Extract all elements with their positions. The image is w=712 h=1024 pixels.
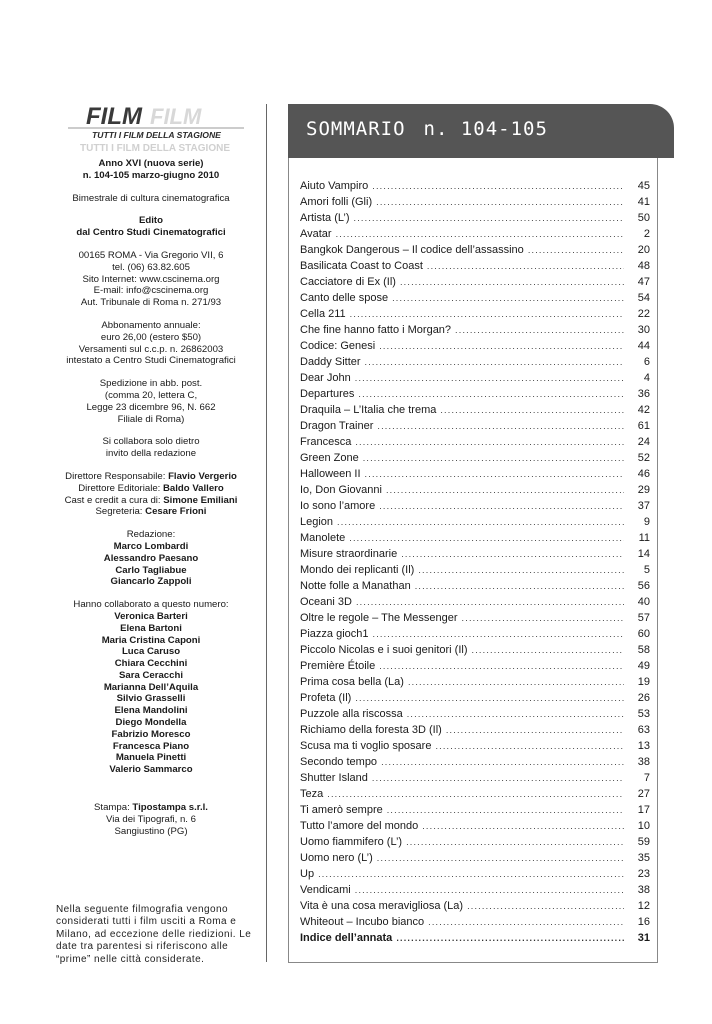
entry-page: 45 <box>637 180 650 192</box>
index-entry <box>300 836 650 852</box>
entry-title: Vendicami <box>300 884 351 896</box>
dot-leader <box>377 421 624 431</box>
entry-title: Up <box>300 868 315 880</box>
index-entry <box>300 244 650 260</box>
dot-leader <box>350 309 624 319</box>
dot-leader <box>472 645 624 655</box>
cast-editor-name: Simone Emiliani <box>163 494 238 506</box>
collaborators-block: Hanno collaborato a questo numero: Veronica Barteri Elena Bartoni Maria Cristina Caponi Luca Caruso Chiara Cecchini Sara Ceracchi Marianna Dell’Aquila Silvio Grasselli Elena Mandolini Diego Mondella Fabrizio Moresco Francesca Piano Manuela Pinetti Valerio Sammarco <box>52 599 250 776</box>
entry-title: Amori folli (Gli) <box>300 196 373 208</box>
entry-page: 46 <box>637 468 650 480</box>
dot-leader <box>408 677 624 687</box>
dot-leader <box>379 501 624 511</box>
index-entry <box>300 324 650 340</box>
dot-leader <box>336 229 624 239</box>
issue-info <box>52 158 250 182</box>
entry-page: 30 <box>637 324 650 336</box>
director-name: Flavio Vergerio <box>168 470 237 482</box>
redazione-block: Redazione: Marco Lombardi Alessandro Paesano Carlo Tagliabue Giancarlo Zappoli <box>52 529 250 588</box>
index-entry <box>300 468 650 484</box>
dot-leader <box>407 709 624 719</box>
entry-title: Manolete <box>300 532 346 544</box>
dot-leader <box>358 389 624 399</box>
entry-page: 27 <box>637 788 650 800</box>
entry-page: 6 <box>643 356 650 368</box>
entry-title: Canto delle spose <box>300 292 389 304</box>
entry-page: 40 <box>637 596 650 608</box>
entry-title: Piccolo Nicolas e i suoi genitori (Il) <box>300 644 468 656</box>
staff-block: Direttore Responsabile: Flavio Vergerio Direttore Editoriale: Baldo Vallero Cast e credit a cura di: Simone Emiliani Segreteria: Cesare Frioni <box>64 470 238 518</box>
index-entry <box>300 564 650 580</box>
entry-page: 22 <box>637 308 650 320</box>
dot-leader <box>363 453 624 463</box>
entry-title: Première Étoile <box>300 660 376 672</box>
publisher: Edito dal Centro Studi Cinematografici <box>76 215 226 239</box>
dot-leader <box>365 469 624 479</box>
entry-page: 4 <box>643 372 650 384</box>
entry-page: 42 <box>637 404 650 416</box>
entry-title: Artista (L’) <box>300 212 350 224</box>
entry-title: Shutter Island <box>300 772 368 784</box>
collaborators-list <box>52 611 250 776</box>
index-entry <box>300 644 650 660</box>
dot-leader <box>528 245 624 255</box>
entry-title: Basilicata Coast to Coast <box>300 260 423 272</box>
dot-leader <box>327 789 624 799</box>
dot-leader <box>376 197 624 207</box>
dot-leader <box>440 405 624 415</box>
entry-page: 29 <box>637 484 650 496</box>
logo-tagline-echo: TUTTI I FILM DELLA STAGIONE <box>80 143 230 154</box>
entry-page: 47 <box>637 276 650 288</box>
entry-page: 9 <box>643 516 650 528</box>
index-entry <box>300 420 650 436</box>
subscription-block: Abbonamento annuale: euro 26,00 (estero $50) Versamenti sul c.c.p. n. 26862003 intestato a Centro Studi Cinematografici <box>66 319 236 367</box>
entry-title: Bangkok Dangerous – Il codice dell’assassino <box>300 244 524 256</box>
dot-leader <box>428 917 624 927</box>
entry-title: Prima cosa bella (La) <box>300 676 404 688</box>
entry-title: Oceani 3D <box>300 596 352 608</box>
index-entry <box>300 820 650 836</box>
entry-page: 53 <box>637 708 650 720</box>
entry-page: 58 <box>637 644 650 656</box>
printer-block: Stampa: Tipostampa s.r.l. Via dei Tipografi, n. 6 Sangiustino (PG) <box>94 802 208 837</box>
entry-title: Aiuto Vampiro <box>300 180 369 192</box>
collaborator-name: Elena Bartoni <box>120 622 182 634</box>
masthead <box>52 158 250 848</box>
issue-number: n. 104-105 <box>423 118 548 140</box>
dot-leader <box>386 485 624 495</box>
dot-leader <box>446 725 624 735</box>
sommario-title <box>306 118 548 140</box>
entry-page: 17 <box>637 804 650 816</box>
redazione-list <box>52 541 250 588</box>
film-logo <box>58 100 258 156</box>
dot-leader <box>427 261 624 271</box>
invite-block: Si collabora solo dietro invito della redazione <box>102 436 200 460</box>
entry-title: Scusa ma ti voglio sposare <box>300 740 432 752</box>
collaborator-name: Diego Mondella <box>115 717 187 729</box>
entry-title: Dragon Trainer <box>300 420 374 432</box>
entry-page: 54 <box>637 292 650 304</box>
index-entry <box>300 740 650 756</box>
collaborator-name: Elena Mandolini <box>114 705 188 717</box>
entry-title: Halloween II <box>300 468 361 480</box>
entry-title: Avatar <box>300 228 332 240</box>
index-entry <box>300 900 650 916</box>
index-entry <box>300 612 650 628</box>
dot-leader <box>462 613 624 623</box>
entry-title: Secondo tempo <box>300 756 378 768</box>
redazione-member: Alessandro Paesano <box>103 552 199 564</box>
index-entry <box>300 196 650 212</box>
collaborator-name: Chiara Cecchini <box>114 658 188 670</box>
entry-page: 59 <box>637 836 650 848</box>
index-entry <box>300 932 650 948</box>
entry-title: Ti amerò sempre <box>300 804 383 816</box>
entry-title: Dear John <box>300 372 351 384</box>
entry-title: Daddy Sitter <box>300 356 361 368</box>
entry-title: Green Zone <box>300 452 359 464</box>
index-entry <box>300 548 650 564</box>
dot-leader <box>415 581 624 591</box>
entry-page: 10 <box>637 820 650 832</box>
entry-page: 57 <box>637 612 650 624</box>
dot-leader <box>379 661 624 671</box>
index-entry <box>300 404 650 420</box>
entry-page: 2 <box>643 228 650 240</box>
index-entry <box>300 228 650 244</box>
entry-title: Oltre le regole – The Messenger <box>300 612 458 624</box>
entry-title: Richiamo della foresta 3D (Il) <box>300 724 442 736</box>
entry-page: 49 <box>637 660 650 672</box>
collaborator-name: Manuela Pinetti <box>115 752 187 764</box>
index-entry <box>300 804 650 820</box>
entry-title: Legion <box>300 516 334 528</box>
dot-leader <box>356 597 624 607</box>
periodicity: Bimestrale di cultura cinematografica <box>72 192 230 204</box>
index-entry <box>300 660 650 676</box>
dot-leader <box>318 869 624 879</box>
redazione-member: Giancarlo Zappoli <box>110 576 192 588</box>
collaborator-name: Fabrizio Moresco <box>111 728 191 740</box>
dot-leader <box>435 741 624 751</box>
index-entry <box>300 868 650 884</box>
dot-leader <box>355 373 624 383</box>
logo-echo: FILM <box>150 104 202 129</box>
entry-page: 37 <box>637 500 650 512</box>
index-entry <box>300 212 650 228</box>
column-divider <box>266 104 267 962</box>
entry-page: 56 <box>637 580 650 592</box>
dot-leader <box>418 565 624 575</box>
logo-tagline: TUTTI I FILM DELLA STAGIONE <box>92 130 221 140</box>
dot-leader <box>401 549 624 559</box>
index-entry <box>300 388 650 404</box>
collaborator-name: Francesca Piano <box>112 740 190 752</box>
entry-page: 41 <box>637 196 650 208</box>
entry-page: 7 <box>643 772 650 784</box>
entry-title: Profeta (Il) <box>300 692 352 704</box>
dot-leader <box>392 293 624 303</box>
entry-page: 11 <box>638 532 650 544</box>
index-entry <box>300 676 650 692</box>
index-entry <box>300 180 650 196</box>
index-entry <box>300 500 650 516</box>
index-entry <box>300 708 650 724</box>
entry-page: 38 <box>637 884 650 896</box>
collaborator-name: Marianna Dell’Aquila <box>103 681 199 693</box>
index-entry <box>300 436 650 452</box>
dot-leader <box>373 629 625 639</box>
index-entry <box>300 580 650 596</box>
dot-leader <box>355 885 624 895</box>
entry-title: Uomo nero (L’) <box>300 852 373 864</box>
index-entry <box>300 356 650 372</box>
index-entry <box>300 596 650 612</box>
filmography-note: Nella seguente filmografia vengono considerati tutti i film usciti a Roma e Milano, ad eccezione delle riedizioni. Le date tra parentesi si riferiscono alle “prime” nelle città considerate. <box>56 904 252 965</box>
entry-page: 63 <box>637 724 650 736</box>
entry-page: 36 <box>637 388 650 400</box>
entry-page: 5 <box>643 564 650 576</box>
dot-leader <box>354 213 624 223</box>
index-entry <box>300 692 650 708</box>
index-entry <box>300 372 650 388</box>
dot-leader <box>377 853 624 863</box>
dot-leader <box>396 933 624 943</box>
collaborator-name: Silvio Grasselli <box>116 693 186 705</box>
entry-page: 44 <box>637 340 650 352</box>
redazione-member: Carlo Tagliabue <box>115 564 187 576</box>
index-entry <box>300 852 650 868</box>
entry-title: Teza <box>300 788 324 800</box>
entry-title: Francesca <box>300 436 352 448</box>
redazione-member: Marco Lombardi <box>113 540 189 552</box>
entry-title: Whiteout – Incubo bianco <box>300 916 425 928</box>
entry-title: Codice: Genesi <box>300 340 376 352</box>
collaborator-name: Veronica Barteri <box>114 610 188 622</box>
entry-page: 13 <box>637 740 650 752</box>
editorial-director-name: Baldo Vallero <box>163 482 224 494</box>
entry-page: 24 <box>637 436 650 448</box>
index-entry <box>300 884 650 900</box>
entry-title: Tutto l’amore del mondo <box>300 820 419 832</box>
entry-page: 31 <box>637 932 650 944</box>
entry-page: 50 <box>637 212 650 224</box>
index-entry <box>300 276 650 292</box>
dot-leader <box>337 517 624 527</box>
index-entry <box>300 308 650 324</box>
collaborator-name: Valerio Sammarco <box>109 764 193 776</box>
index-entry <box>300 260 650 276</box>
dot-leader <box>379 341 624 351</box>
index-list <box>300 180 650 948</box>
dot-leader <box>400 277 624 287</box>
entry-title: Mondo dei replicanti (Il) <box>300 564 415 576</box>
index-entry <box>300 772 650 788</box>
entry-title: Cella 211 <box>300 308 346 320</box>
entry-page: 20 <box>637 244 650 256</box>
dot-leader <box>422 821 624 831</box>
index-entry <box>300 340 650 356</box>
entry-title: Vita è una cosa meravigliosa (La) <box>300 900 464 912</box>
entry-page: 19 <box>637 676 650 688</box>
index-entry <box>300 724 650 740</box>
index-entry <box>300 628 650 644</box>
collaborator-name: Maria Cristina Caponi <box>101 634 201 646</box>
printer-name: Tipostampa s.r.l. <box>132 802 208 814</box>
issue-line: Anno XVI (nuova serie) <box>98 158 204 169</box>
issue-line: n. 104-105 marzo-giugno 2010 <box>82 169 220 181</box>
entry-title: Puzzole alla riscossa <box>300 708 403 720</box>
secretary-name: Cesare Frioni <box>145 506 207 518</box>
entry-page: 60 <box>637 628 650 640</box>
entry-title: Che fine hanno fatto i Morgan? <box>300 324 452 336</box>
dot-leader <box>372 181 624 191</box>
entry-page: 14 <box>637 548 650 560</box>
entry-title: Uomo fiammifero (L’) <box>300 836 403 848</box>
dot-leader <box>355 437 624 447</box>
dot-leader <box>349 533 624 543</box>
entry-title: Cacciatore di Ex (Il) <box>300 276 396 288</box>
entry-title: Piazza gioch1 <box>300 628 369 640</box>
index-entry <box>300 292 650 308</box>
entry-title: Misure straordinarie <box>300 548 398 560</box>
index-entry <box>300 532 650 548</box>
entry-title: Draquila – L’Italia che trema <box>300 404 437 416</box>
entry-page: 23 <box>637 868 650 880</box>
index-entry <box>300 788 650 804</box>
dot-leader <box>365 357 624 367</box>
entry-title: Notte folle a Manathan <box>300 580 411 592</box>
index-entry <box>300 516 650 532</box>
index-entry <box>300 916 650 932</box>
dot-leader <box>355 693 624 703</box>
dot-leader <box>406 837 624 847</box>
dot-leader <box>387 805 624 815</box>
entry-page: 52 <box>637 452 650 464</box>
entry-page: 35 <box>637 852 650 864</box>
index-entry <box>300 484 650 500</box>
entry-page: 38 <box>637 756 650 768</box>
entry-title: Departures <box>300 388 355 400</box>
address-block: 00165 ROMA - Via Gregorio VII, 6 tel. (06) 63.82.605 Sito Internet: www.cscinema.org E-mail: info@cscinema.org Aut. Tribunale di Roma n. 271/93 <box>78 249 224 309</box>
entry-page: 26 <box>637 692 650 704</box>
entry-page: 12 <box>637 900 650 912</box>
shipping-block: Spedizione in abb. post. (comma 20, lettera C, Legge 23 dicembre 96, N. 662 Filiale di Roma) <box>86 378 216 425</box>
dot-leader <box>381 757 624 767</box>
entry-title: Io sono l’amore <box>300 500 376 512</box>
index-entry <box>300 452 650 468</box>
dot-leader <box>467 901 624 911</box>
dot-leader <box>372 773 624 783</box>
sommario-label: SOMMARIO <box>306 118 406 140</box>
entry-title: Io, Don Giovanni <box>300 484 382 496</box>
dot-leader <box>455 325 624 335</box>
entry-page: 48 <box>637 260 650 272</box>
collaborator-name: Sara Ceracchi <box>119 669 183 681</box>
logo-word: FILM <box>86 103 142 130</box>
entry-page: 16 <box>637 916 650 928</box>
collaborator-name: Luca Caruso <box>121 646 181 658</box>
entry-title: Indice dell’annata <box>300 932 393 944</box>
index-entry <box>300 756 650 772</box>
entry-page: 61 <box>637 420 650 432</box>
